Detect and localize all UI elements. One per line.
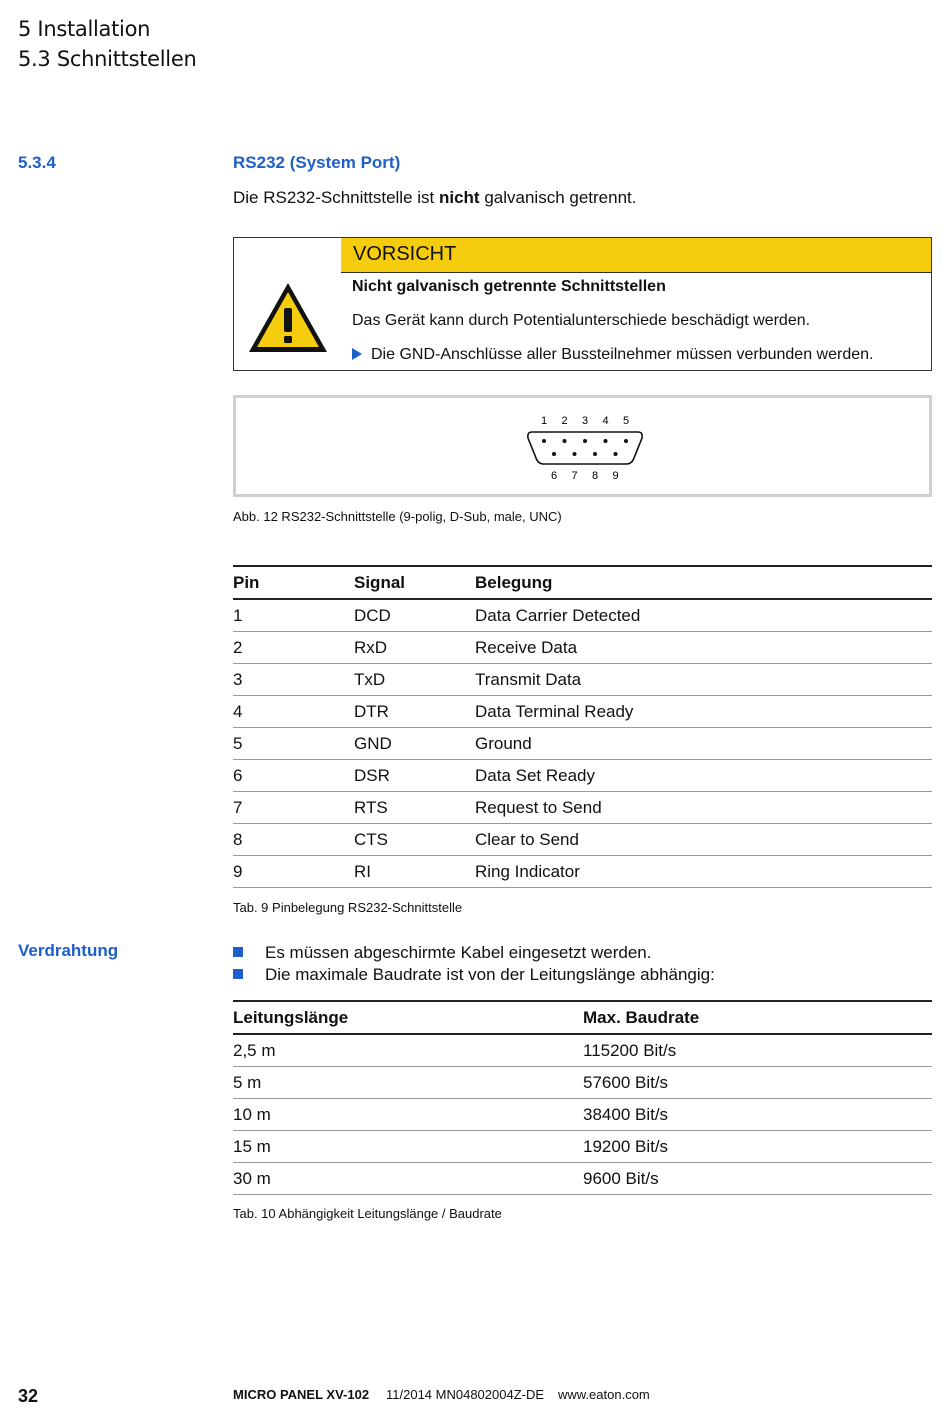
baud-cell: 38400 Bit/s bbox=[583, 1099, 932, 1131]
footer-product: MICRO PANEL XV-102 bbox=[233, 1387, 370, 1402]
bullet-item bbox=[233, 942, 715, 964]
table-row bbox=[233, 728, 932, 760]
baud-table-caption: Tab. 10 Abhängigkeit Leitungslänge / Baudrate bbox=[233, 1206, 502, 1221]
pin-label-top: 4 bbox=[602, 415, 609, 427]
pin-cell: 4 bbox=[233, 696, 354, 728]
connector-shell bbox=[528, 432, 642, 464]
pin-dot bbox=[552, 452, 556, 456]
assignment-cell: Data Carrier Detected bbox=[475, 599, 932, 632]
column-header: Belegung bbox=[475, 566, 932, 599]
baud-cell: 19200 Bit/s bbox=[583, 1131, 932, 1163]
caution-subtitle: Nicht galvanisch getrennte Schnittstellen bbox=[352, 278, 666, 295]
wiring-bullets bbox=[233, 942, 715, 986]
caution-title: VORSICHT bbox=[353, 243, 457, 265]
section-title: RS232 (System Port) bbox=[233, 153, 401, 172]
pin-cell: 9 bbox=[233, 856, 354, 888]
pin-dot bbox=[583, 439, 587, 443]
pin-dot bbox=[563, 439, 567, 443]
pin-label-top: 5 bbox=[622, 415, 630, 427]
pin-cell: 7 bbox=[233, 792, 354, 824]
table-header-row bbox=[233, 566, 932, 599]
pin-label-bottom: 7 bbox=[571, 470, 578, 482]
baud-rate-table bbox=[233, 1000, 932, 1195]
table-row bbox=[233, 856, 932, 888]
caution-text: Das Gerät kann durch Potentialunterschiede beschädigt werden. bbox=[352, 312, 811, 329]
bullet-text: Es müssen abgeschirmte Kabel eingesetzt werden. bbox=[265, 943, 652, 962]
length-cell: 15 m bbox=[233, 1131, 583, 1163]
bullet-item bbox=[233, 964, 715, 986]
table-row bbox=[233, 599, 932, 632]
baud-cell: 57600 Bit/s bbox=[583, 1067, 932, 1099]
figure-caption: Abb. 12 RS232-Schnittstelle (9-polig, D-Sub, male, UNC) bbox=[233, 509, 562, 524]
pin-cell: 8 bbox=[233, 824, 354, 856]
intro-before: Die RS232-Schnittstelle ist bbox=[233, 188, 439, 207]
pin-label-bottom: 9 bbox=[612, 470, 619, 482]
pin-label-bottom: 6 bbox=[550, 470, 558, 482]
pin-cell: 1 bbox=[233, 599, 354, 632]
chapter-heading: 5 Installation bbox=[18, 17, 151, 41]
baud-cell: 9600 Bit/s bbox=[583, 1163, 932, 1195]
assignment-cell: Receive Data bbox=[475, 632, 932, 664]
column-header: Max. Baudrate bbox=[583, 1001, 932, 1034]
table-row bbox=[233, 664, 932, 696]
signal-cell: RI bbox=[354, 856, 475, 888]
signal-cell: DSR bbox=[354, 760, 475, 792]
table-row bbox=[233, 632, 932, 664]
intro-bold: nicht bbox=[438, 188, 480, 207]
warning-triangle-icon bbox=[246, 280, 330, 356]
footer-doc-id: 11/2014 MN04802004Z-DE bbox=[386, 1387, 545, 1402]
pin-label-top: 2 bbox=[561, 415, 568, 427]
table-row bbox=[233, 1131, 932, 1163]
page-number: 32 bbox=[18, 1386, 39, 1406]
table-row bbox=[233, 1163, 932, 1195]
table-row bbox=[233, 1099, 932, 1131]
table-row bbox=[233, 696, 932, 728]
assignment-cell: Data Terminal Ready bbox=[475, 696, 932, 728]
length-cell: 5 m bbox=[233, 1067, 583, 1099]
table-row bbox=[233, 760, 932, 792]
pin-cell: 6 bbox=[233, 760, 354, 792]
pin-dot bbox=[604, 439, 608, 443]
table-row bbox=[233, 1034, 932, 1067]
length-cell: 30 m bbox=[233, 1163, 583, 1195]
pin-dot bbox=[614, 452, 618, 456]
column-header: Pin bbox=[233, 566, 354, 599]
pin-dot bbox=[624, 439, 628, 443]
signal-cell: GND bbox=[354, 728, 475, 760]
section-heading: 5.3 Schnittstellen bbox=[18, 47, 197, 71]
assignment-cell: Data Set Ready bbox=[475, 760, 932, 792]
square-bullet-icon bbox=[233, 969, 243, 979]
signal-cell: RTS bbox=[354, 792, 475, 824]
column-header: Leitungslänge bbox=[233, 1001, 583, 1034]
assignment-cell: Ring Indicator bbox=[475, 856, 932, 888]
length-cell: 2,5 m bbox=[233, 1034, 583, 1067]
figure-frame bbox=[233, 395, 932, 497]
pin-assignment-table bbox=[233, 565, 932, 888]
table-row bbox=[233, 792, 932, 824]
pin-dot bbox=[542, 439, 546, 443]
pin-label-top: 3 bbox=[581, 415, 589, 427]
caution-box bbox=[233, 237, 932, 371]
dsub-connector-diagram bbox=[526, 412, 646, 482]
bullet-text: Die maximale Baudrate ist von der Leitungslänge abhängig: bbox=[265, 965, 715, 984]
table-header-row bbox=[233, 1001, 932, 1034]
column-header: Signal bbox=[354, 566, 475, 599]
signal-cell: DCD bbox=[354, 599, 475, 632]
pin-dot bbox=[593, 452, 597, 456]
footer-url: www.eaton.com bbox=[558, 1387, 650, 1402]
pin-cell: 5 bbox=[233, 728, 354, 760]
caution-instruction bbox=[352, 346, 873, 364]
assignment-cell: Ground bbox=[475, 728, 932, 760]
arrow-bullet-icon bbox=[352, 348, 362, 360]
pin-label-bottom: 8 bbox=[591, 470, 599, 482]
square-bullet-icon bbox=[233, 947, 243, 957]
pin-label-top: 1 bbox=[540, 415, 548, 427]
assignment-cell: Transmit Data bbox=[475, 664, 932, 696]
baud-cell: 115200 Bit/s bbox=[583, 1034, 932, 1067]
signal-cell: DTR bbox=[354, 696, 475, 728]
assignment-cell: Request to Send bbox=[475, 792, 932, 824]
pin-dot bbox=[573, 452, 577, 456]
pin-table-caption: Tab. 9 Pinbelegung RS232-Schnittstelle bbox=[233, 900, 463, 915]
assignment-cell: Clear to Send bbox=[475, 824, 932, 856]
caution-instruction-text: Die GND-Anschlüsse aller Bussteilnehmer müssen verbunden werden. bbox=[371, 346, 874, 363]
table-row bbox=[233, 824, 932, 856]
pin-cell: 3 bbox=[233, 664, 354, 696]
caution-band bbox=[341, 238, 931, 273]
intro-after: galvanisch getrennt. bbox=[479, 188, 637, 207]
signal-cell: CTS bbox=[354, 824, 475, 856]
signal-cell: RxD bbox=[354, 632, 475, 664]
wiring-label: Verdrahtung bbox=[18, 941, 119, 960]
pin-cell: 2 bbox=[233, 632, 354, 664]
table-row bbox=[233, 1067, 932, 1099]
intro-text bbox=[233, 188, 636, 208]
signal-cell: TxD bbox=[354, 664, 475, 696]
length-cell: 10 m bbox=[233, 1099, 583, 1131]
section-number: 5.3.4 bbox=[18, 153, 56, 172]
